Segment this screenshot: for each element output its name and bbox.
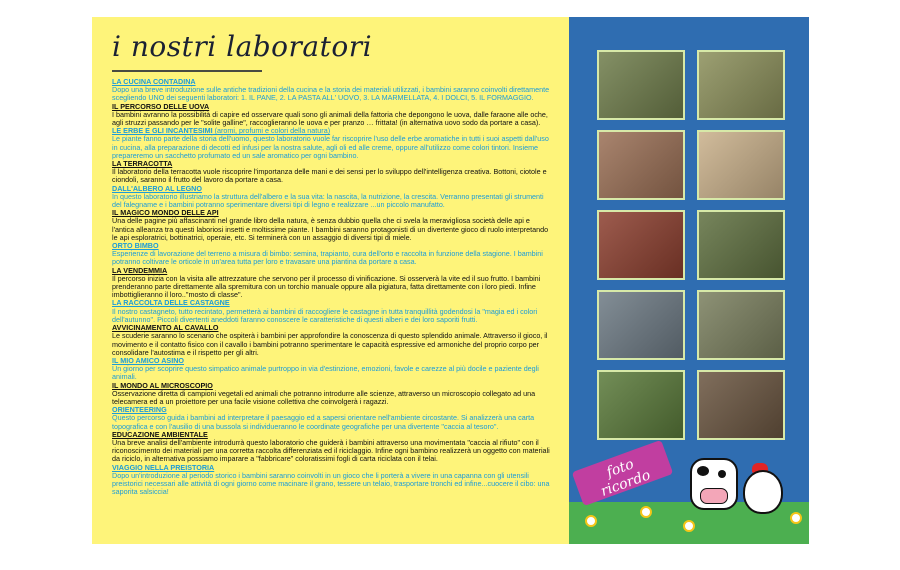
- workshop-heading: ORTO BIMBO: [112, 241, 159, 251]
- workshop-section: [112, 103, 552, 128]
- workshop-heading: VIAGGIO NELLA PREISTORIA: [112, 462, 215, 472]
- workshop-description: Dopo una breve introduzione sulle antiche tradizioni della cucina e la storia dei materiali utilizzati, i bambini saranno coinvolti direttamente scegliendo UNO dei seguenti laboratori: 1. IL PANE, 2. LA PASTA ALL' UOVO, 3. LA MARMELLATA, 4. I DOLCI, 5. IL FORMAGGIO.: [112, 85, 550, 103]
- workshop-heading: LA VENDEMMIA: [112, 265, 168, 275]
- hen-icon: [743, 470, 783, 514]
- workshop-description: In questo laboratorio illustriamo la struttura dell'albero e la sua vita: la nascita, la nutrizione, la crescita. Verranno presentati gli strumenti del falegname e i bambini potranno sperimentare diversi tipi di legno e realizzare ...un piccolo manufatto.: [112, 191, 544, 210]
- flower-icon: [683, 520, 695, 532]
- photo-shade: [599, 292, 683, 358]
- workshop-description: Le scuderie saranno lo scenario che ospiterà i bambini per approfondire la conoscenza di questo splendido animale. Attraverso il gioco, il movimento e il contatto fisico con il cavallo i bambini potranno sperimentare le capacità espressive ed armoniche del proprio corpo per consolidare l'autostima e il rispetto per gli altri.: [112, 331, 548, 357]
- workshop-heading-suffix: (aromi, profumi e colori della natura): [212, 126, 331, 136]
- workshop-description: Le piante fanno parte della storia dell'uomo, questo laboratorio vuole far riscoprire l'uso delle erbe aromatiche in tutti i suoi aspetti dall'uso in cucina, alla preparazione di decotti ed infusi per la nostra salute, agli oli ed alle creme, oppure all'utilizzo come colori tintori. Insieme prepareremo un sacchetto profumato ed un sale aromatico per ogni bambino.: [112, 134, 549, 160]
- flower-icon: [790, 512, 802, 524]
- photo-shade: [699, 132, 783, 198]
- photo-shade: [699, 372, 783, 438]
- workshop-description: Questo percorso guida i bambini ad interpretare il paesaggio ed a sapersi orientare nell'ambiente circostante. Si analizzerà una carta topografica e con l'ausilio di una bussola si individueranno le coordinate geografiche per una divertente "caccia al tesoro".: [112, 413, 535, 431]
- workshop-description: Il laboratorio della terracotta vuole riscoprire l'importanza delle mani e dei sensi per lo sviluppo dell'intelligenza creativa. Bottoni, ciotole e ciondoli, saranno il frutto del lavoro da portare a casa.: [112, 167, 547, 185]
- workshop-section: [112, 406, 552, 431]
- workshop-heading: LA RACCOLTA DELLE CASTAGNE: [112, 298, 230, 308]
- photo-horse: [697, 290, 785, 360]
- photo-children-farm: [597, 50, 685, 120]
- photo-shade: [599, 372, 683, 438]
- photo-child-garden: [597, 370, 685, 440]
- workshop-heading: DALL'ALBERO AL LEGNO: [112, 183, 202, 193]
- banner-label: foto ricordo: [598, 456, 653, 500]
- workshop-heading: LA TERRACOTTA: [112, 159, 173, 169]
- workshop-section: [112, 78, 552, 103]
- photo-shade: [599, 212, 683, 278]
- workshop-heading: IL MAGICO MONDO DELLE API: [112, 208, 219, 218]
- workshop-heading: IL MIO AMICO ASINO: [112, 355, 185, 365]
- workshop-section: [112, 185, 552, 210]
- photo-shade: [699, 292, 783, 358]
- workshop-heading: LA CUCINA CONTADINA: [112, 77, 196, 86]
- workshop-section: [112, 160, 552, 185]
- cow-nose: [700, 488, 728, 504]
- workshop-description: I bambini avranno la possibilità di capire ed osservare quali sono gli animali della fattoria che depongono le uova, dalle faraone alle oche, agli struzzi passando per le "solite galline", raccoglieranno le uova e per pranzo … frittata! (in alternativa uovo sodo da portare a casa).: [112, 109, 548, 128]
- workshop-section: [112, 299, 552, 324]
- workshop-heading: LE ERBE E GLI INCANTESIMI (aromi, profumi e colori della natura): [112, 126, 331, 136]
- workshop-description: Una breve analisi dell'ambiente introdurrà questo laboratorio che guiderà i bambini attraverso una movimentata "caccia al rifiuto" con il riconoscimento dei materiali per una corretta raccolta differenziata ed il riciclaggio. Infine ogni bambino realizzerà un oggetto con materiali da riciclo, in alternativa possiamo imparare a "fabbricare" coloratissimi fogli di carta riciclata con il telai.: [112, 437, 550, 464]
- photo-kitchen-workshop: [597, 130, 685, 200]
- photo-shade: [699, 52, 783, 118]
- photo-shade: [699, 212, 783, 278]
- title-underline: [112, 70, 262, 72]
- photo-pasta-making: [697, 130, 785, 200]
- photo-terracotta: [597, 210, 685, 280]
- page-title: i nostri laboratori: [112, 30, 373, 63]
- cow-spot: [697, 466, 709, 476]
- workshop-section: [112, 127, 552, 160]
- photo-shade: [599, 132, 683, 198]
- cow-spot: [718, 470, 726, 478]
- workshop-section: [112, 209, 552, 242]
- workshop-description: Il percorso inizia con la visita alle attrezzature che servono per il processo di vinificazione. Si osserverà la vite ed il suo frutto. I bambini prenderanno parte direttamente alla spremitura con un torchio manuale oppure alla pigiatura, fatta direttamente con i loro piedi. Infine imbottiglieranno il loro.."mosto di classe".: [112, 273, 541, 300]
- workshop-heading: EDUCAZIONE AMBIENTALE: [112, 429, 208, 439]
- flower-icon: [585, 515, 597, 527]
- workshop-heading: IL PERCORSO DELLE UOVA: [112, 101, 210, 111]
- workshop-section: [112, 464, 552, 497]
- photo-group-outdoor: [697, 50, 785, 120]
- workshop-heading: ORIENTEERING: [112, 405, 167, 415]
- workshop-description: Il nostro castagneto, tutto recintato, permetterà ai bambini di raccogliere le castagne in tutta tranquillità godendosi la "magia ed i colori dell'autunno". Piccoli divertenti aneddoti faranno conoscere le caratteristiche di questi alberi e dei loro saporiti frutti.: [112, 306, 538, 324]
- workshop-heading: AVVICINAMENTO AL CAVALLO: [112, 323, 219, 333]
- workshop-section: [112, 324, 552, 357]
- flower-icon: [640, 506, 652, 518]
- photo-dog: [597, 290, 685, 360]
- workshop-description: Una delle pagine più affascinanti nel grande libro della natura, è senza dubbio quella che ci svela la meravigliosa società delle api e l'antica alleanza tra questi laboriosi insetti e moltissime piante. I bambini saranno protagonisti di un divertente gioco di ruolo interpretando le api esploratrici, bottinatrici, operaie, etc. Si terminerà con un assaggio di diversi tipi di miele.: [112, 216, 549, 242]
- workshop-description: Dopo un'introduzione al periodo storico i bambini saranno coinvolti in un gioco che li porterà a vivere in una capanna con gli utensili preistorici necessari alle attività di ogni giorno come macinare il grano, tessere un telaio, trasportare tronchi ed infine...cuocere il cibo: una saporita salsiccia!: [112, 470, 550, 497]
- photo-shade: [599, 52, 683, 118]
- workshop-section: [112, 431, 552, 464]
- photo-geese: [697, 210, 785, 280]
- photo-soil-activity: [697, 370, 785, 440]
- workshop-section: [112, 382, 552, 407]
- workshop-section: [112, 242, 552, 267]
- workshop-description: Esperienze di lavorazione del terreno a misura di bimbo: semina, trapianto, cura dell'orto e raccolta in funzione della stagione. I bambini potranno coltivare le orticole in un'area tutta per loro e travasare una piantina da portare a casa.: [112, 249, 543, 267]
- workshop-section: [112, 357, 552, 382]
- workshop-list: [112, 78, 552, 496]
- workshop-description: Osservazione diretta di campioni vegetali ed animali che potranno introdurre alle scienze, attraverso un microscopio collegato ad una telecamera ed a un proiettore per una facile visione collettiva che coinvolgerà i ragazzi.: [112, 388, 536, 406]
- workshop-heading: IL MONDO AL MICROSCOPIO: [112, 380, 213, 390]
- workshop-description: Un giorno per scoprire questo simpatico animale purtroppo in via d'estinzione, emozioni, favole e carezze al più docile e paziente degli animali.: [112, 364, 539, 382]
- workshop-section: [112, 267, 552, 300]
